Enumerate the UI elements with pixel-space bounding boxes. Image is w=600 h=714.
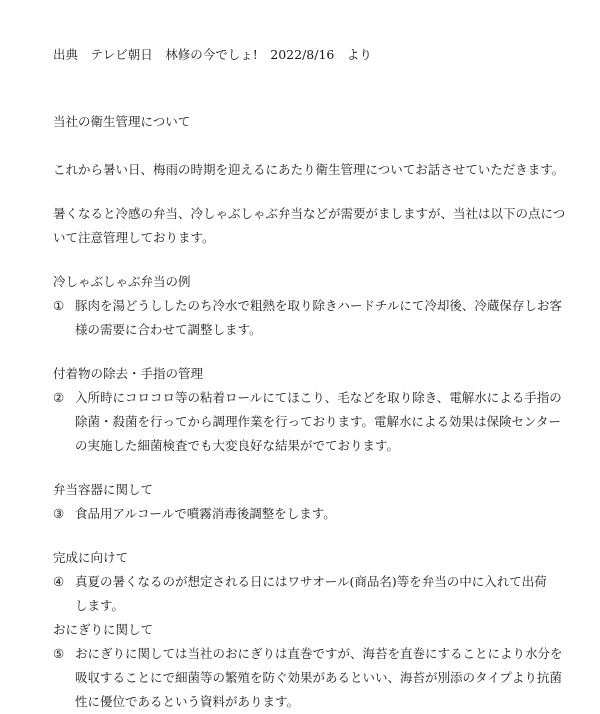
section-hand-hygiene (53, 362, 568, 458)
section-heading: 冷しゃぶしゃぶ弁当の例 (53, 274, 191, 289)
item-line: 吸収することにで細菌等の繁殖を防ぐ効果があるといい、海苔が別添のタイプより抗菌 (75, 670, 562, 685)
item-line: の実施した細菌検査でも大変良好な結果がでております。 (75, 438, 400, 453)
section-heading: 完成に向けて (53, 550, 129, 565)
item-number: ② (53, 390, 65, 405)
item-number: ① (53, 298, 65, 313)
document-title: 当社の衛生管理について (53, 114, 191, 129)
list-item (53, 502, 568, 526)
item-line: 性に優位であるという資料があります。 (75, 694, 300, 709)
item-line: 豚肉を湯どうししたのち冷水で粗熱を取り除きハードチルにて冷却後、冷蔵保存しお客 (75, 298, 562, 313)
item-line: 様の需要に合わせて調整します。 (75, 322, 262, 337)
list-item (53, 294, 568, 342)
list-item (53, 570, 568, 618)
item-line: します。 (75, 598, 125, 613)
item-line: 除菌・殺菌を行ってから調理作業を行っております。電解水による効果は保険センター (75, 414, 562, 429)
section-heading: 付着物の除去・手指の管理 (53, 366, 204, 381)
item-line: 真夏の暑くなるのが想定される日にはワサオール(商品名)等を弁当の中に入れて出荷 (75, 574, 547, 589)
item-number: ④ (53, 574, 65, 589)
item-number: ⑤ (53, 646, 65, 661)
list-item (53, 642, 568, 714)
item-line: 入所時にコロコロ等の粘着ロールにてほこり、毛などを取り除き、電解水による手指の (75, 390, 562, 405)
source-line: 出典 テレビ朝日 林修の今でしょ! 2022/8/16 より (53, 47, 372, 62)
list-item (53, 386, 568, 458)
context-paragraph (53, 202, 568, 250)
document (53, 43, 568, 714)
context-line-1: 暑くなると冷感の弁当、冷しゃぶしゃぶ弁当などが需要がましますが、当社は以下の点につ (53, 206, 566, 221)
item-line: おにぎりに関しては当社のおにぎりは直巻ですが、海苔を直巻にすることにより水分を (75, 646, 563, 661)
section-heading: おにぎりに関して (53, 622, 154, 637)
section-heading: 弁当容器に関して (53, 482, 154, 497)
context-line-2: いて注意管理しております。 (53, 230, 215, 245)
section-completion (53, 546, 568, 618)
section-onigiri (53, 618, 568, 714)
section-containers (53, 478, 568, 526)
item-line: 食品用アルコールで噴霧消毒後調整をします。 (75, 506, 336, 521)
section-cold-shabu (53, 270, 568, 342)
item-number: ③ (53, 506, 65, 521)
intro-paragraph: これから暑い日、梅雨の時期を迎えるにあたり衛生管理についてお話させていただきます。 (53, 162, 565, 177)
